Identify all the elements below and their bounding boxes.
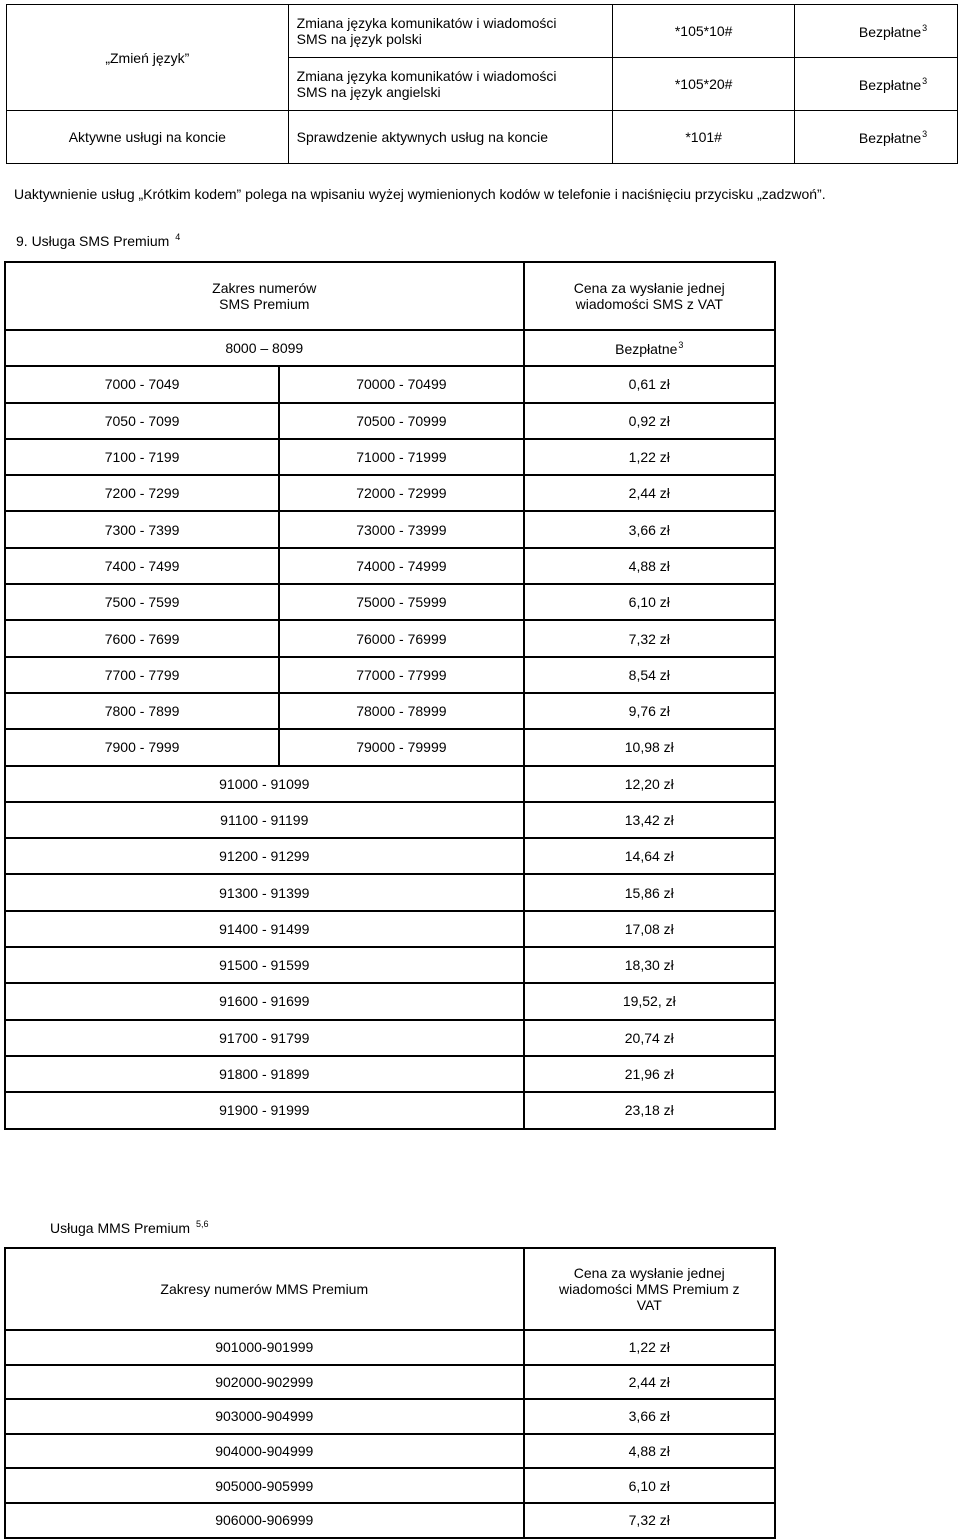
range-cell: 7600 - 7699 [5,620,279,656]
header-number-range: Zakresy numerów MMS Premium [5,1248,524,1330]
table-row [5,439,775,475]
range-cell: 91200 - 91299 [5,838,524,874]
price-cell: 14,64 zł [524,838,775,874]
price-cell: Bezpłatne$^3$ [524,330,775,366]
table-row [5,947,775,983]
price-cell: 12,20 zł [524,766,775,802]
mms-premium-heading: Usługa MMS Premium $^{5,6}$ [50,1219,209,1236]
price-cell: 23,18 zł [524,1092,775,1128]
table-header-row [5,1248,775,1330]
range-cell: 91800 - 91899 [5,1056,524,1092]
price-cell: 0,92 zł [524,403,775,439]
range-cell: 72000 - 72999 [279,475,523,511]
description-cell: Zmiana języka komunikatów i wiadomości SMS na język polski [288,5,613,58]
table-row [5,548,775,584]
range-cell: 91700 - 91799 [5,1020,524,1056]
range-cell: 903000-904999 [5,1399,524,1434]
price-cell: 1,22 zł [524,439,775,475]
table-row [5,1056,775,1092]
range-cell: 76000 - 76999 [279,620,523,656]
range-cell: 91900 - 91999 [5,1092,524,1128]
range-cell: 71000 - 71999 [279,439,523,475]
activation-note: Uaktywnienie usług „Krótkim kodem” polega na wpisaniu wyżej wymienionych kodów w telefonie i naciśnięciu przycisku „zadzwoń”. [14,186,826,202]
table-row [5,620,775,656]
table-row [5,475,775,511]
range-cell: 901000-901999 [5,1330,524,1365]
table-row [5,911,775,947]
table-row [5,1503,775,1538]
table-row [5,366,775,402]
price-cell: 0,61 zł [524,366,775,402]
table-row [5,693,775,729]
code-cell: *105*10# [613,5,795,58]
price-cell: 3,66 zł [524,511,775,547]
table-row [5,330,775,366]
table-row [5,1434,775,1469]
sms-premium-heading: 9. Usługa SMS Premium $^4$ [16,232,181,249]
price-cell: 2,44 zł [524,1365,775,1400]
price-cell: 9,76 zł [524,693,775,729]
range-cell: 78000 - 78999 [279,693,523,729]
price-cell: 3,66 zł [524,1399,775,1434]
header-price: Cena za wysłanie jednej wiadomości SMS z VAT [524,262,775,330]
range-cell: 8000 – 8099 [5,330,524,366]
table-row [7,111,958,164]
price-cell: 18,30 zł [524,947,775,983]
price-cell: 21,96 zł [524,1056,775,1092]
price-cell: 6,10 zł [524,1468,775,1503]
header-number-range: Zakres numerów SMS Premium [5,262,524,330]
range-cell: 91600 - 91699 [5,983,524,1019]
range-cell: 77000 - 77999 [279,657,523,693]
row-label-active-services: Aktywne usługi na koncie [7,111,289,164]
price-cell: 2,44 zł [524,475,775,511]
range-cell: 7050 - 7099 [5,403,279,439]
table-row [5,403,775,439]
price-cell: 4,88 zł [524,1434,775,1469]
range-cell: 906000-906999 [5,1503,524,1538]
table-row [5,1092,775,1128]
range-cell: 91400 - 91499 [5,911,524,947]
range-cell: 91500 - 91599 [5,947,524,983]
range-cell: 7900 - 7999 [5,729,279,765]
table-row [5,874,775,910]
table-row [5,1330,775,1365]
mms-premium-table [4,1247,776,1539]
range-cell: 91300 - 91399 [5,874,524,910]
table-row [5,657,775,693]
range-cell: 70000 - 70499 [279,366,523,402]
range-cell: 73000 - 73999 [279,511,523,547]
price-cell: 17,08 zł [524,911,775,947]
table-row [5,1365,775,1400]
range-cell: 905000-905999 [5,1468,524,1503]
price-cell: 20,74 zł [524,1020,775,1056]
range-cell: 91100 - 91199 [5,802,524,838]
row-label-change-language: „Zmień język” [7,5,289,111]
code-cell: *101# [613,111,795,164]
range-cell: 7400 - 7499 [5,548,279,584]
range-cell: 7100 - 7199 [5,439,279,475]
price-cell: 4,88 zł [524,548,775,584]
price-cell: 10,98 zł [524,729,775,765]
table-row [5,766,775,802]
table-row [5,802,775,838]
range-cell: 79000 - 79999 [279,729,523,765]
price-cell: Bezpłatne$^3$ [795,5,958,58]
price-cell: Bezpłatne$^3$ [795,111,958,164]
range-cell: 904000-904999 [5,1434,524,1469]
price-cell: 7,32 zł [524,620,775,656]
description-cell: Zmiana języka komunikatów i wiadomości SMS na język angielski [288,58,613,111]
price-cell: 15,86 zł [524,874,775,910]
range-cell: 70500 - 70999 [279,403,523,439]
price-cell: Bezpłatne$^3$ [795,58,958,111]
table-row [5,511,775,547]
range-cell: 74000 - 74999 [279,548,523,584]
price-cell: 8,54 zł [524,657,775,693]
price-cell: 1,22 zł [524,1330,775,1365]
range-cell: 7000 - 7049 [5,366,279,402]
header-price: Cena za wysłanie jednej wiadomości MMS Premium z VAT [524,1248,775,1330]
table-row [5,1468,775,1503]
price-cell: 19,52, zł [524,983,775,1019]
table-row [5,1399,775,1434]
table-row [5,983,775,1019]
table-header-row [5,262,775,330]
range-cell: 7800 - 7899 [5,693,279,729]
description-cell: Sprawdzenie aktywnych usług na koncie [288,111,613,164]
table-row [5,838,775,874]
table-row [5,729,775,765]
sms-premium-table [4,261,776,1130]
price-cell: 7,32 zł [524,1503,775,1538]
range-cell: 7700 - 7799 [5,657,279,693]
range-cell: 75000 - 75999 [279,584,523,620]
range-cell: 902000-902999 [5,1365,524,1400]
range-cell: 91000 - 91099 [5,766,524,802]
language-services-table [6,4,958,164]
code-cell: *105*20# [613,58,795,111]
table-row [7,5,958,58]
range-cell: 7300 - 7399 [5,511,279,547]
range-cell: 7200 - 7299 [5,475,279,511]
price-cell: 13,42 zł [524,802,775,838]
range-cell: 7500 - 7599 [5,584,279,620]
price-cell: 6,10 zł [524,584,775,620]
table-row [5,584,775,620]
table-row [5,1020,775,1056]
